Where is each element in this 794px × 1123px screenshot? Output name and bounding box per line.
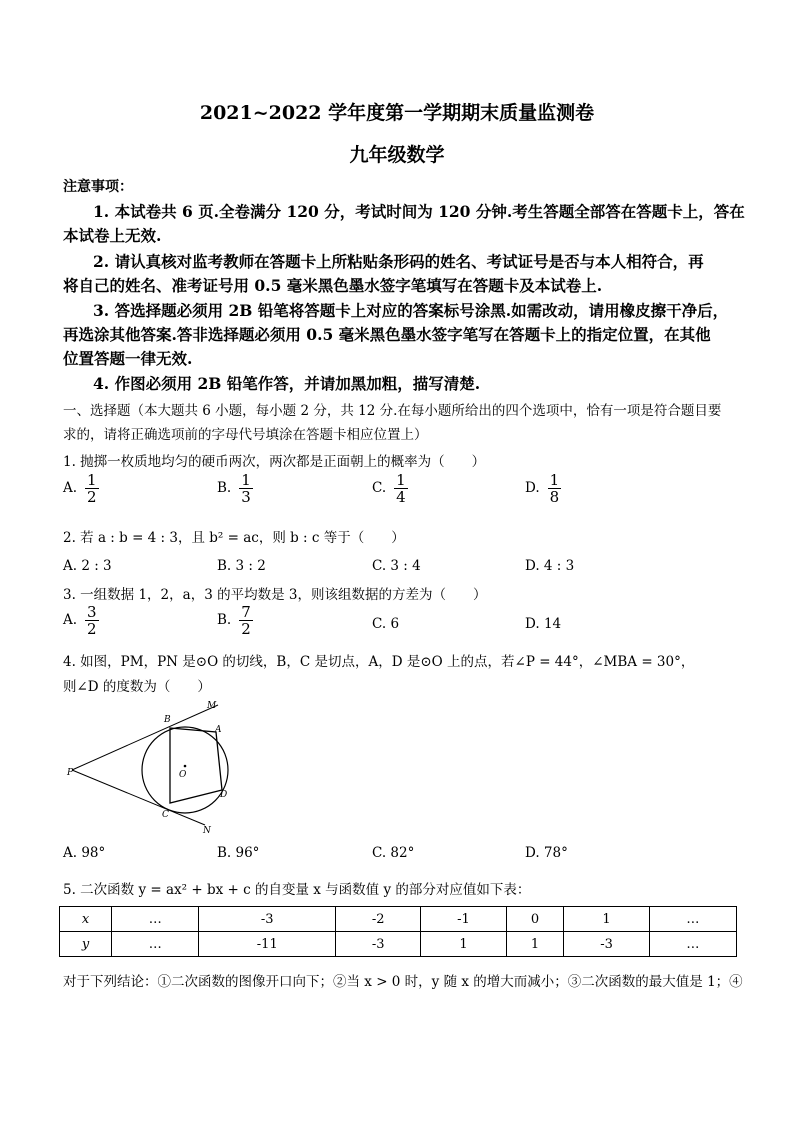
section-heading-line-1: 一、选择题（本大题共 6 小题，每小题 2 分，共 12 分.在每小题所给出的四个选项中，恰有一项是符合题目要: [63, 403, 722, 419]
table-row: [60, 932, 737, 957]
table-cell: -3: [564, 932, 649, 957]
table-cell: 1: [421, 932, 506, 957]
notes-label: 注意事项：: [63, 179, 133, 195]
table-cell: 1: [564, 907, 649, 932]
table-cell: -1: [421, 907, 506, 932]
label-o: O: [179, 770, 187, 780]
note-1-line-1: 1. 本试卷共 6 页.全卷满分 120 分，考试时间为 120 分钟.考生答题全部答在答题卡上，答在: [93, 202, 745, 221]
table-cell: -2: [336, 907, 421, 932]
label-m: M: [207, 701, 217, 711]
label-b: B: [164, 715, 171, 725]
q4-option-a: A. 98°: [63, 845, 106, 861]
q3-option-d: D. 14: [525, 616, 562, 632]
q1-option-b: B. $\frac{1}{3}$: [217, 471, 251, 506]
label-p: P: [67, 768, 74, 778]
table-cell: -3: [199, 907, 336, 932]
q5-continuation: 对于下列结论：①二次函数的图像开口向下；②当 x > 0 时，y 随 x 的增大而减小；③二次函数的最大值是 1；④: [63, 974, 743, 990]
note-4: 4. 作图必须用 2B 铅笔作答，并请加黑加粗，描写清楚.: [93, 374, 481, 393]
q3-option-a: A. $\frac{3}{2}$: [63, 603, 97, 638]
table-cell: y: [60, 932, 112, 957]
label-n: N: [203, 826, 211, 836]
label-c: C: [162, 810, 169, 820]
q4-option-b: B. 96°: [217, 845, 260, 861]
center-dot: [184, 765, 187, 768]
table-cell: -3: [336, 932, 421, 957]
q4-option-c: C. 82°: [372, 845, 415, 861]
table-cell: …: [112, 932, 199, 957]
q1-stem: 1. 抛掷一枚质地均匀的硬币两次，两次都是正面朝上的概率为（ ）: [63, 454, 486, 470]
table-cell: -11: [199, 932, 336, 957]
table-cell: x: [60, 907, 112, 932]
table-cell: …: [649, 907, 736, 932]
q3-option-b: B. $\frac{7}{2}$: [217, 603, 251, 638]
exam-title: 2021~2022 学年度第一学期期末质量监测卷: [199, 102, 595, 124]
note-2-line-1: 2. 请认真核对监考教师在答题卡上所粘贴条形码的姓名、考试证号是否与本人相符合，再: [93, 252, 704, 271]
q4-stem-line-1: 4. 如图，PM，PN 是⊙O 的切线，B，C 是切点，A，D 是⊙O 上的点，若∠P = 44°，∠MBA = 30°，: [63, 654, 695, 670]
note-2-line-2: 将自己的姓名、准考证号用 0.5 毫米黑色墨水签字笔填写在答题卡及本试卷上.: [63, 276, 603, 295]
tangent-pm: [72, 705, 218, 770]
q4-circle-figure: [60, 695, 260, 840]
label-d: D: [220, 790, 228, 800]
note-3-line-2: 再选涂其他答案.答非选择题必须用 0.5 毫米黑色墨水签字笔写在答题卡上的指定位置，在其他: [63, 325, 711, 344]
q1-option-d: D. $\frac{1}{8}$: [525, 471, 560, 506]
q1-option-c: C. $\frac{1}{4}$: [372, 471, 406, 506]
table-row: [60, 907, 737, 932]
q2-option-a: A. 2 : 3: [63, 558, 112, 574]
table-cell: …: [112, 907, 199, 932]
label-a: A: [215, 725, 222, 735]
table-cell: 0: [506, 907, 564, 932]
q5-stem: 5. 二次函数 y = ax² + bx + c 的自变量 x 与函数值 y 的部分对应值如下表：: [63, 882, 531, 898]
table-cell: …: [649, 932, 736, 957]
q5-value-table: [59, 906, 737, 957]
q4-option-d: D. 78°: [525, 845, 568, 861]
q3-option-c: C. 6: [372, 616, 400, 632]
q4-stem-line-2: 则∠D 的度数为（ ）: [63, 679, 211, 695]
exam-subtitle: 九年级数学: [349, 144, 445, 166]
note-3-line-3: 位置答题一律无效.: [63, 349, 193, 368]
q2-option-d: D. 4 : 3: [525, 558, 575, 574]
table-cell: 1: [506, 932, 564, 957]
section-heading-line-2: 求的，请将正确选项前的字母代号填涂在答题卡相应位置上）: [63, 427, 428, 443]
q2-option-b: B. 3 : 2: [217, 558, 266, 574]
note-3-line-1: 3. 答选择题必须用 2B 铅笔将答题卡上对应的答案标号涂黑.如需改动，请用橡皮擦干净后，: [93, 301, 729, 320]
q1-option-a: A. $\frac{1}{2}$: [63, 471, 97, 506]
q2-option-c: C. 3 : 4: [372, 558, 421, 574]
q3-stem: 3. 一组数据 1，2，a，3 的平均数是 3，则该组数据的方差为（ ）: [63, 587, 487, 603]
note-1-line-2: 本试卷上无效.: [63, 226, 162, 245]
q2-stem: 2. 若 a : b = 4 : 3，且 b² = ac，则 b : c 等于（ ）: [63, 530, 405, 546]
